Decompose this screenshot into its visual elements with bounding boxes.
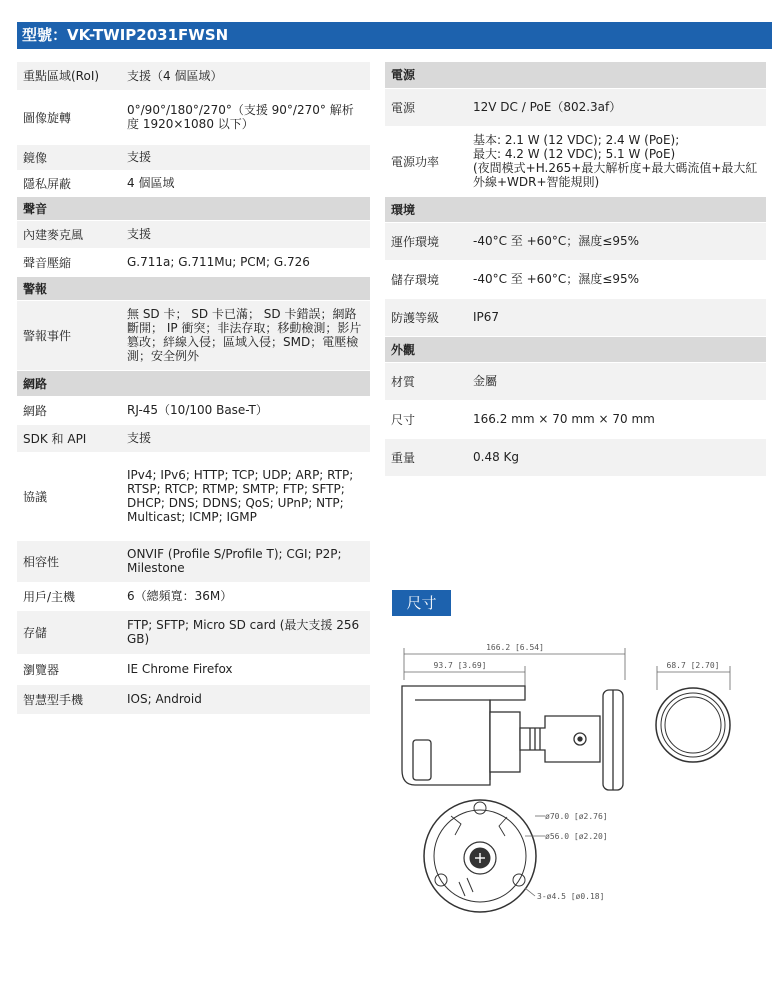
spec-row	[385, 260, 766, 298]
mount-base-view	[424, 800, 536, 912]
spec-key: SDK 和 API	[17, 424, 121, 452]
spec-value: IP67	[467, 298, 766, 336]
camera-front-view	[656, 688, 730, 762]
spec-key: 隱私屏蔽	[17, 170, 121, 196]
spec-key: 電源	[385, 88, 467, 126]
mount-holes-label: 3-ø4.5 [ø0.18]	[537, 892, 605, 901]
section-header	[385, 196, 766, 222]
spec-row	[385, 298, 766, 336]
section-header	[17, 370, 370, 396]
spec-value: 支援	[121, 220, 370, 248]
spec-row	[17, 144, 370, 170]
section-title: 電源	[385, 62, 766, 88]
page-title: 型號：VK-TWIP2031FWSN	[17, 22, 772, 49]
dimension-section-tag: 尺寸	[392, 590, 451, 616]
spec-row	[17, 610, 370, 654]
spec-value: 166.2 mm × 70 mm × 70 mm	[467, 400, 766, 438]
spec-row	[17, 582, 370, 610]
spec-value: -40°C 至 +60°C；濕度≤95%	[467, 222, 766, 260]
spec-row	[385, 222, 766, 260]
section-header	[17, 276, 370, 300]
spec-value: 支援	[121, 424, 370, 452]
spec-key: 材質	[385, 362, 467, 400]
spec-row	[385, 438, 766, 476]
spec-table-right	[385, 62, 766, 477]
spec-key: 尺寸	[385, 400, 467, 438]
spec-value: 0.48 Kg	[467, 438, 766, 476]
spec-value: IOS; Android	[121, 684, 370, 714]
section-title: 網路	[17, 370, 370, 396]
section-header	[385, 336, 766, 362]
spec-row	[385, 126, 766, 196]
spec-key: 相容性	[17, 540, 121, 582]
section-title: 環境	[385, 196, 766, 222]
spec-key: 聲音壓縮	[17, 248, 121, 276]
spec-key: 協議	[17, 452, 121, 540]
spec-value: 基本: 2.1 W (12 VDC); 2.4 W (PoE); 最大: 4.2 W (12 VDC); 5.1 W (PoE) (夜間模式+H.265+最大解析度+最大碼流值+最大紅外線+WDR+智能規則)	[467, 126, 766, 196]
spec-key: 存儲	[17, 610, 121, 654]
spec-key: 瀏覽器	[17, 654, 121, 684]
spec-key: 電源功率	[385, 126, 467, 196]
section-title: 警報	[17, 276, 370, 300]
spec-row	[17, 90, 370, 144]
spec-row	[385, 88, 766, 126]
spec-value: RJ-45（10/100 Base-T）	[121, 396, 370, 424]
spec-value: G.711a; G.711Mu; PCM; G.726	[121, 248, 370, 276]
camera-side-view	[402, 686, 623, 790]
base-outer-label: ø70.0 [ø2.76]	[545, 812, 608, 821]
spec-key: 智慧型手機	[17, 684, 121, 714]
spec-value: 支援（4 個區域）	[121, 62, 370, 90]
spec-row	[17, 170, 370, 196]
spec-row	[17, 424, 370, 452]
total-length-label: 166.2 [6.54]	[486, 643, 544, 652]
section-header	[385, 62, 766, 88]
spec-key: 圖像旋轉	[17, 90, 121, 144]
base-inner-label: ø56.0 [ø2.20]	[545, 832, 608, 841]
spec-value: 12V DC / PoE（802.3af）	[467, 88, 766, 126]
spec-row	[385, 362, 766, 400]
spec-key: 網路	[17, 396, 121, 424]
spec-value: 0°/90°/180°/270°（支援 90°/270° 解析度 1920×1080 以下）	[121, 90, 370, 144]
spec-key: 鏡像	[17, 144, 121, 170]
spec-key: 重點區域(RoI)	[17, 62, 121, 90]
spec-value: FTP; SFTP; Micro SD card (最大支援 256 GB)	[121, 610, 370, 654]
spec-key: 防護等級	[385, 298, 467, 336]
spec-row	[17, 220, 370, 248]
spec-value: IPv4; IPv6; HTTP; TCP; UDP; ARP; RTP; RTSP; RTCP; RTMP; SMTP; FTP; SFTP; DHCP; DNS; DDNS; QoS; UPnP; NTP; Multicast; ICMP; IGMP	[121, 452, 370, 540]
spec-row	[17, 684, 370, 714]
spec-value: 無 SD 卡； SD 卡已滿； SD 卡錯誤；網路斷開； IP 衝突；非法存取；移動檢測；影片篡改；絆線入侵；區域入侵；SMD；電壓檢測；安全例外	[121, 300, 370, 370]
spec-value: ONVIF (Profile S/Profile T); CGI; P2P; Milestone	[121, 540, 370, 582]
spec-row	[17, 62, 370, 90]
spec-value: 6（總頻寬：36M）	[121, 582, 370, 610]
spec-value: IE Chrome Firefox	[121, 654, 370, 684]
spec-key: 警報事件	[17, 300, 121, 370]
section-header	[17, 196, 370, 220]
spec-value: 4 個區域	[121, 170, 370, 196]
dimension-drawing	[385, 620, 772, 940]
spec-key: 運作環境	[385, 222, 467, 260]
spec-row	[17, 248, 370, 276]
section-title: 聲音	[17, 196, 370, 220]
diameter-label: 68.7 [2.70]	[666, 661, 720, 670]
front-length-label: 93.7 [3.69]	[433, 661, 487, 670]
spec-row	[17, 540, 370, 582]
spec-key: 內建麥克風	[17, 220, 121, 248]
spec-value: -40°C 至 +60°C；濕度≤95%	[467, 260, 766, 298]
spec-row	[385, 400, 766, 438]
spec-row	[17, 300, 370, 370]
section-title: 外觀	[385, 336, 766, 362]
spec-value: 金屬	[467, 362, 766, 400]
spec-row	[17, 452, 370, 540]
spec-key: 重量	[385, 438, 467, 476]
spec-table-left	[17, 62, 370, 715]
spec-row	[17, 654, 370, 684]
spec-value: 支援	[121, 144, 370, 170]
spec-key: 儲存環境	[385, 260, 467, 298]
spec-row	[17, 396, 370, 424]
spec-key: 用戶/主機	[17, 582, 121, 610]
